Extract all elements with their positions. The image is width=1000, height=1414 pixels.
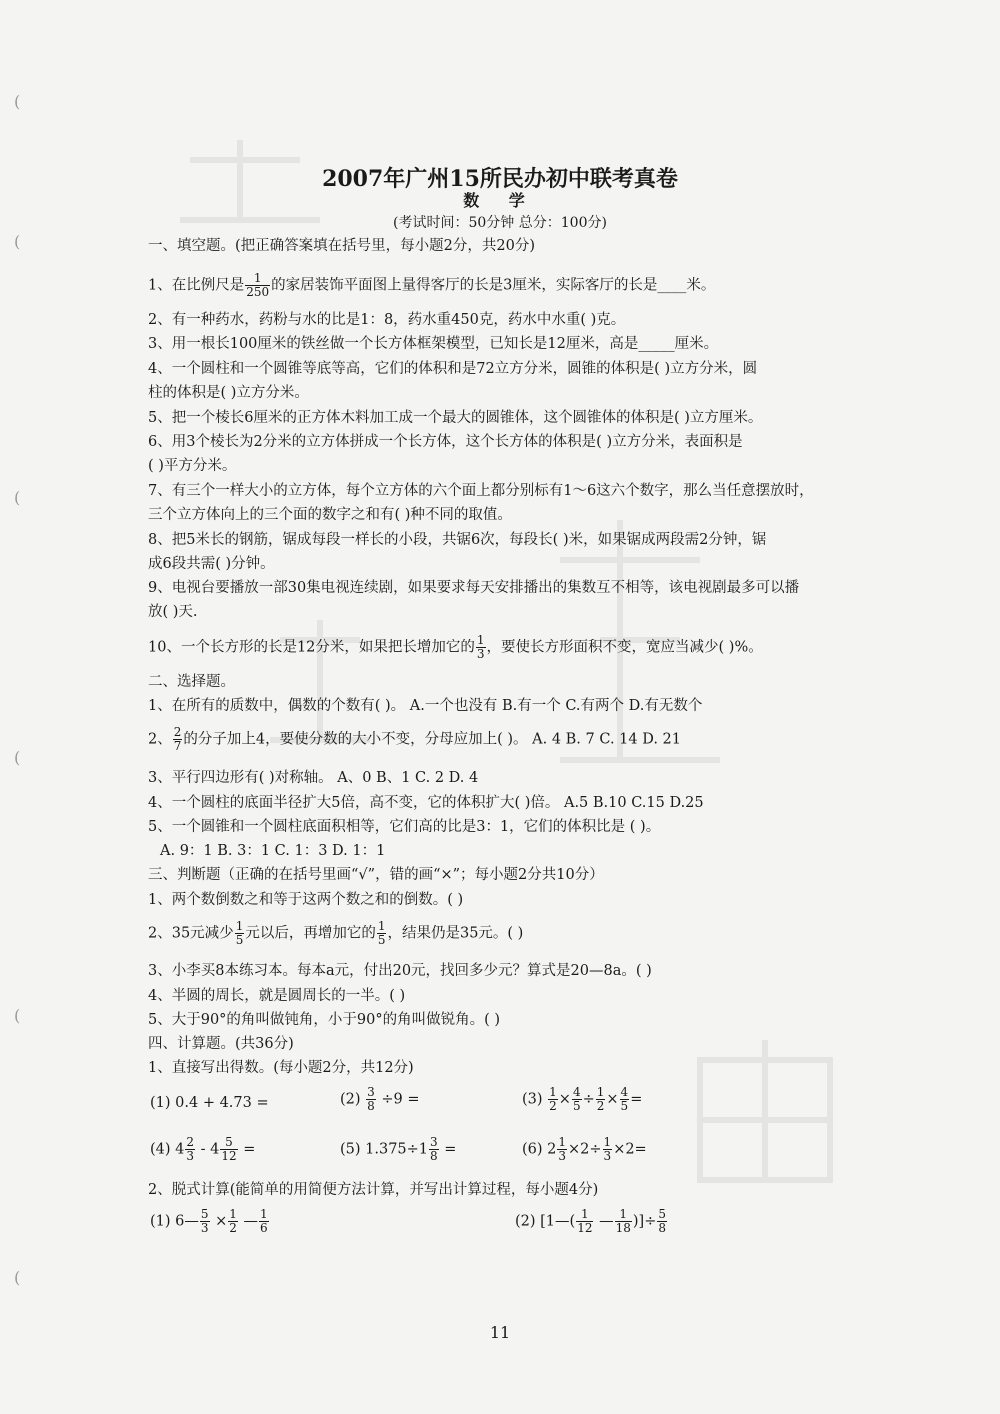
binder-mark: ( — [14, 232, 21, 251]
calc-problem-3: (3) $\frac{1}{2}$ × $\frac{4}{5}$ ÷ $\frac{1}{2}$ × $\frac{4}{5}$ = — [522, 1085, 643, 1113]
fraction: $\frac{1}{2}$ — [549, 1085, 557, 1113]
section-heading: 四、计算题。(共36分) — [148, 1036, 294, 1052]
fraction: $\frac{3}{8}$ — [367, 1085, 375, 1113]
question-fill-10 — [148, 634, 763, 661]
calc-problem-2: (2) $\frac{3}{8}$ ÷9 = — [340, 1085, 420, 1113]
section-heading: 三、判断题（正确的在括号里画“√”，错的画“×”；每小题2分共10分） — [148, 867, 604, 883]
question-judge-5: 5、大于90°的角叫做钝角，小于90°的角叫做锐角。( ) — [148, 1012, 501, 1028]
fraction: $\frac{5}{12}$ — [221, 1135, 237, 1163]
question-fill-5: 5、把一个棱长6厘米的正方体木料加工成一个最大的圆锥体，这个圆锥体的体积是( )立方厘米。 — [148, 410, 763, 426]
question-fill-9: 9、电视台要播放一部30集电视连续剧，如果要求每天安排播出的集数互不相等，该电视剧最多可以播 — [148, 580, 800, 596]
question-fill-7-cont: 三个立方体向上的三个面的数字之和有( )种不同的取值。 — [148, 507, 512, 523]
question-fill-3: 3、用一根长100厘米的铁丝做一个长方体框架模型，已知长是12厘米，高是_____厘米。 — [148, 336, 719, 352]
question-fill-6: 6、用3个棱长为2分米的立方体拼成一个长方体，这个长方体的体积是( )立方分米，表面积是 — [148, 434, 743, 450]
fraction: $\frac{4}{5}$ — [620, 1085, 629, 1113]
fraction: $\frac{1}{5}$ — [235, 919, 244, 947]
fraction: $\frac{5}{8}$ — [658, 1207, 666, 1235]
exam-title: 2007年广州15所民办初中联考真卷 — [322, 166, 678, 192]
question-fill-8-cont: 成6段共需( )分钟。 — [148, 556, 275, 572]
section-heading: 一、填空题。(把正确答案填在括号里，每小题2分，共20分) — [148, 238, 535, 254]
fraction: $\frac{1}{3}$ — [558, 1135, 567, 1163]
calc-problem-6: (6) 2 $\frac{1}{3}$ ×2÷ $\frac{1}{3}$ ×2= — [522, 1135, 647, 1163]
question-text: ，结果仍是35元。( ) — [387, 925, 524, 942]
question-text: 2、 — [148, 731, 172, 748]
calc-subheading: 2、脱式计算(能简单的用简便方法计算，并写出计算过程，每小题4分) — [148, 1182, 599, 1198]
question-text: 10、一个长方形的长是12分米，如果把长增加它的 — [148, 639, 475, 656]
question-text: 的分子加上4，要使分数的大小不变，分母应加上( )。 A. 4 B. 7 C. 14 D. 21 — [183, 731, 681, 748]
question-judge-1: 1、两个数倒数之和等于这两个数之和的倒数。( ) — [148, 892, 464, 908]
calc-expression-2: (2) [1—( $\frac{1}{12}$ — $\frac{1}{18}$ )]÷ $\frac{5}{8}$ — [515, 1207, 666, 1235]
question-fill-7: 7、有三个一样大小的立方体，每个立方体的六个面上都分别标有1～6这六个数字，那么当任意摆放时， — [148, 483, 814, 499]
fraction: $\frac{1}{3}$ — [603, 1135, 612, 1163]
question-fill-8: 8、把5米长的钢筋，锯成每段一样长的小段，共锯6次，每段长( )米，如果锯成两段需2分钟，锯 — [148, 532, 767, 548]
exam-subject: 数 学 — [463, 191, 537, 210]
fraction: $\frac{1}{6}$ — [260, 1207, 268, 1235]
binder-mark: ( — [14, 92, 21, 111]
question-text: 1、在比例尺是 — [148, 277, 245, 294]
binder-mark: ( — [14, 1006, 21, 1025]
calc-subheading: 1、直接写出得数。(每小题2分，共12分) — [148, 1060, 414, 1076]
question-judge-4: 4、半圆的周长，就是圆周长的一半。( ) — [148, 988, 406, 1004]
fraction: $\frac{1}{2}$ — [596, 1085, 605, 1113]
fraction: $\frac{1}{12}$ — [577, 1207, 593, 1235]
fraction: $\frac{3}{8}$ — [430, 1135, 438, 1163]
section-heading: 二、选择题。 — [148, 674, 235, 690]
question-fill-1 — [148, 272, 715, 299]
question-judge-3: 3、小李买8本练习本。每本a元，付出20元，找回多少元？算式是20—8a。( ) — [148, 963, 652, 979]
question-choice-5: 5、一个圆锥和一个圆柱底面积相等，它们高的比是3：1，它们的体积比是 ( )。 — [148, 819, 661, 835]
fraction: $\frac{4}{5}$ — [572, 1085, 581, 1113]
question-choice-2 — [148, 726, 681, 753]
calc-expression-1: (1) 6— $\frac{5}{3}$ × $\frac{1}{2}$ — $\frac{1}{6}$ — [150, 1207, 268, 1235]
question-fill-9-cont: 放( )天. — [148, 604, 198, 620]
calc-problem-5: (5) 1.375÷1 $\frac{3}{8}$ = — [340, 1135, 457, 1163]
exam-info: (考试时间：50分钟 总分：100分) — [393, 215, 607, 231]
page-number: 11 — [489, 1323, 511, 1342]
question-fill-6-cont: ( )平方分米。 — [148, 458, 237, 474]
question-text: 的家居装饰平面图上量得客厅的长是3厘米，实际客厅的长是____米。 — [271, 277, 716, 294]
fraction: $\frac{1}{2}$ — [229, 1207, 237, 1235]
question-text: 2、35元减少 — [148, 925, 234, 942]
question-text: 元以后，再增加它的 — [245, 925, 376, 942]
fraction: $\frac{1}{250}$ — [246, 271, 270, 299]
binder-mark: ( — [14, 748, 21, 767]
question-judge-2 — [148, 920, 523, 947]
calc-problem-4: (4) 4 $\frac{2}{3}$ - 4 $\frac{5}{12}$ = — [150, 1135, 256, 1163]
question-choice-1: 1、在所有的质数中，偶数的个数有( )。 A.一个也没有 B.有一个 C.有两个 D.有无数个 — [148, 698, 703, 714]
question-fill-4-cont: 柱的体积是( )立方分米。 — [148, 385, 309, 401]
question-choice-5-options: A. 9：1 B. 3：1 C. 1：3 D. 1：1 — [160, 843, 386, 859]
fraction: $\frac{1}{3}$ — [476, 633, 485, 661]
fraction: $\frac{2}{7}$ — [173, 725, 182, 753]
fraction: $\frac{5}{3}$ — [200, 1207, 209, 1235]
question-fill-4: 4、一个圆柱和一个圆锥等底等高，它们的体积和是72立方分米，圆锥的体积是( )立方分米，圆 — [148, 361, 758, 377]
fraction: $\frac{1}{18}$ — [615, 1207, 631, 1235]
binder-mark: ( — [14, 488, 21, 507]
question-choice-3: 3、平行四边形有( )对称轴。 A、0 B、1 C. 2 D. 4 — [148, 770, 479, 786]
question-fill-2: 2、有一种药水，药粉与水的比是1：8，药水重450克，药水中水重( )克。 — [148, 312, 626, 328]
calc-problem-1: (1) 0.4 + 4.73 = — [150, 1095, 269, 1111]
fraction: $\frac{1}{5}$ — [377, 919, 386, 947]
question-text: ，要使长方形面积不变，宽应当减少( )%。 — [486, 639, 763, 656]
fraction: $\frac{2}{3}$ — [186, 1135, 195, 1163]
question-choice-4: 4、一个圆柱的底面半径扩大5倍，高不变，它的体积扩大( )倍。 A.5 B.10 C.15 D.25 — [148, 795, 704, 811]
binder-mark: ( — [14, 1268, 21, 1287]
